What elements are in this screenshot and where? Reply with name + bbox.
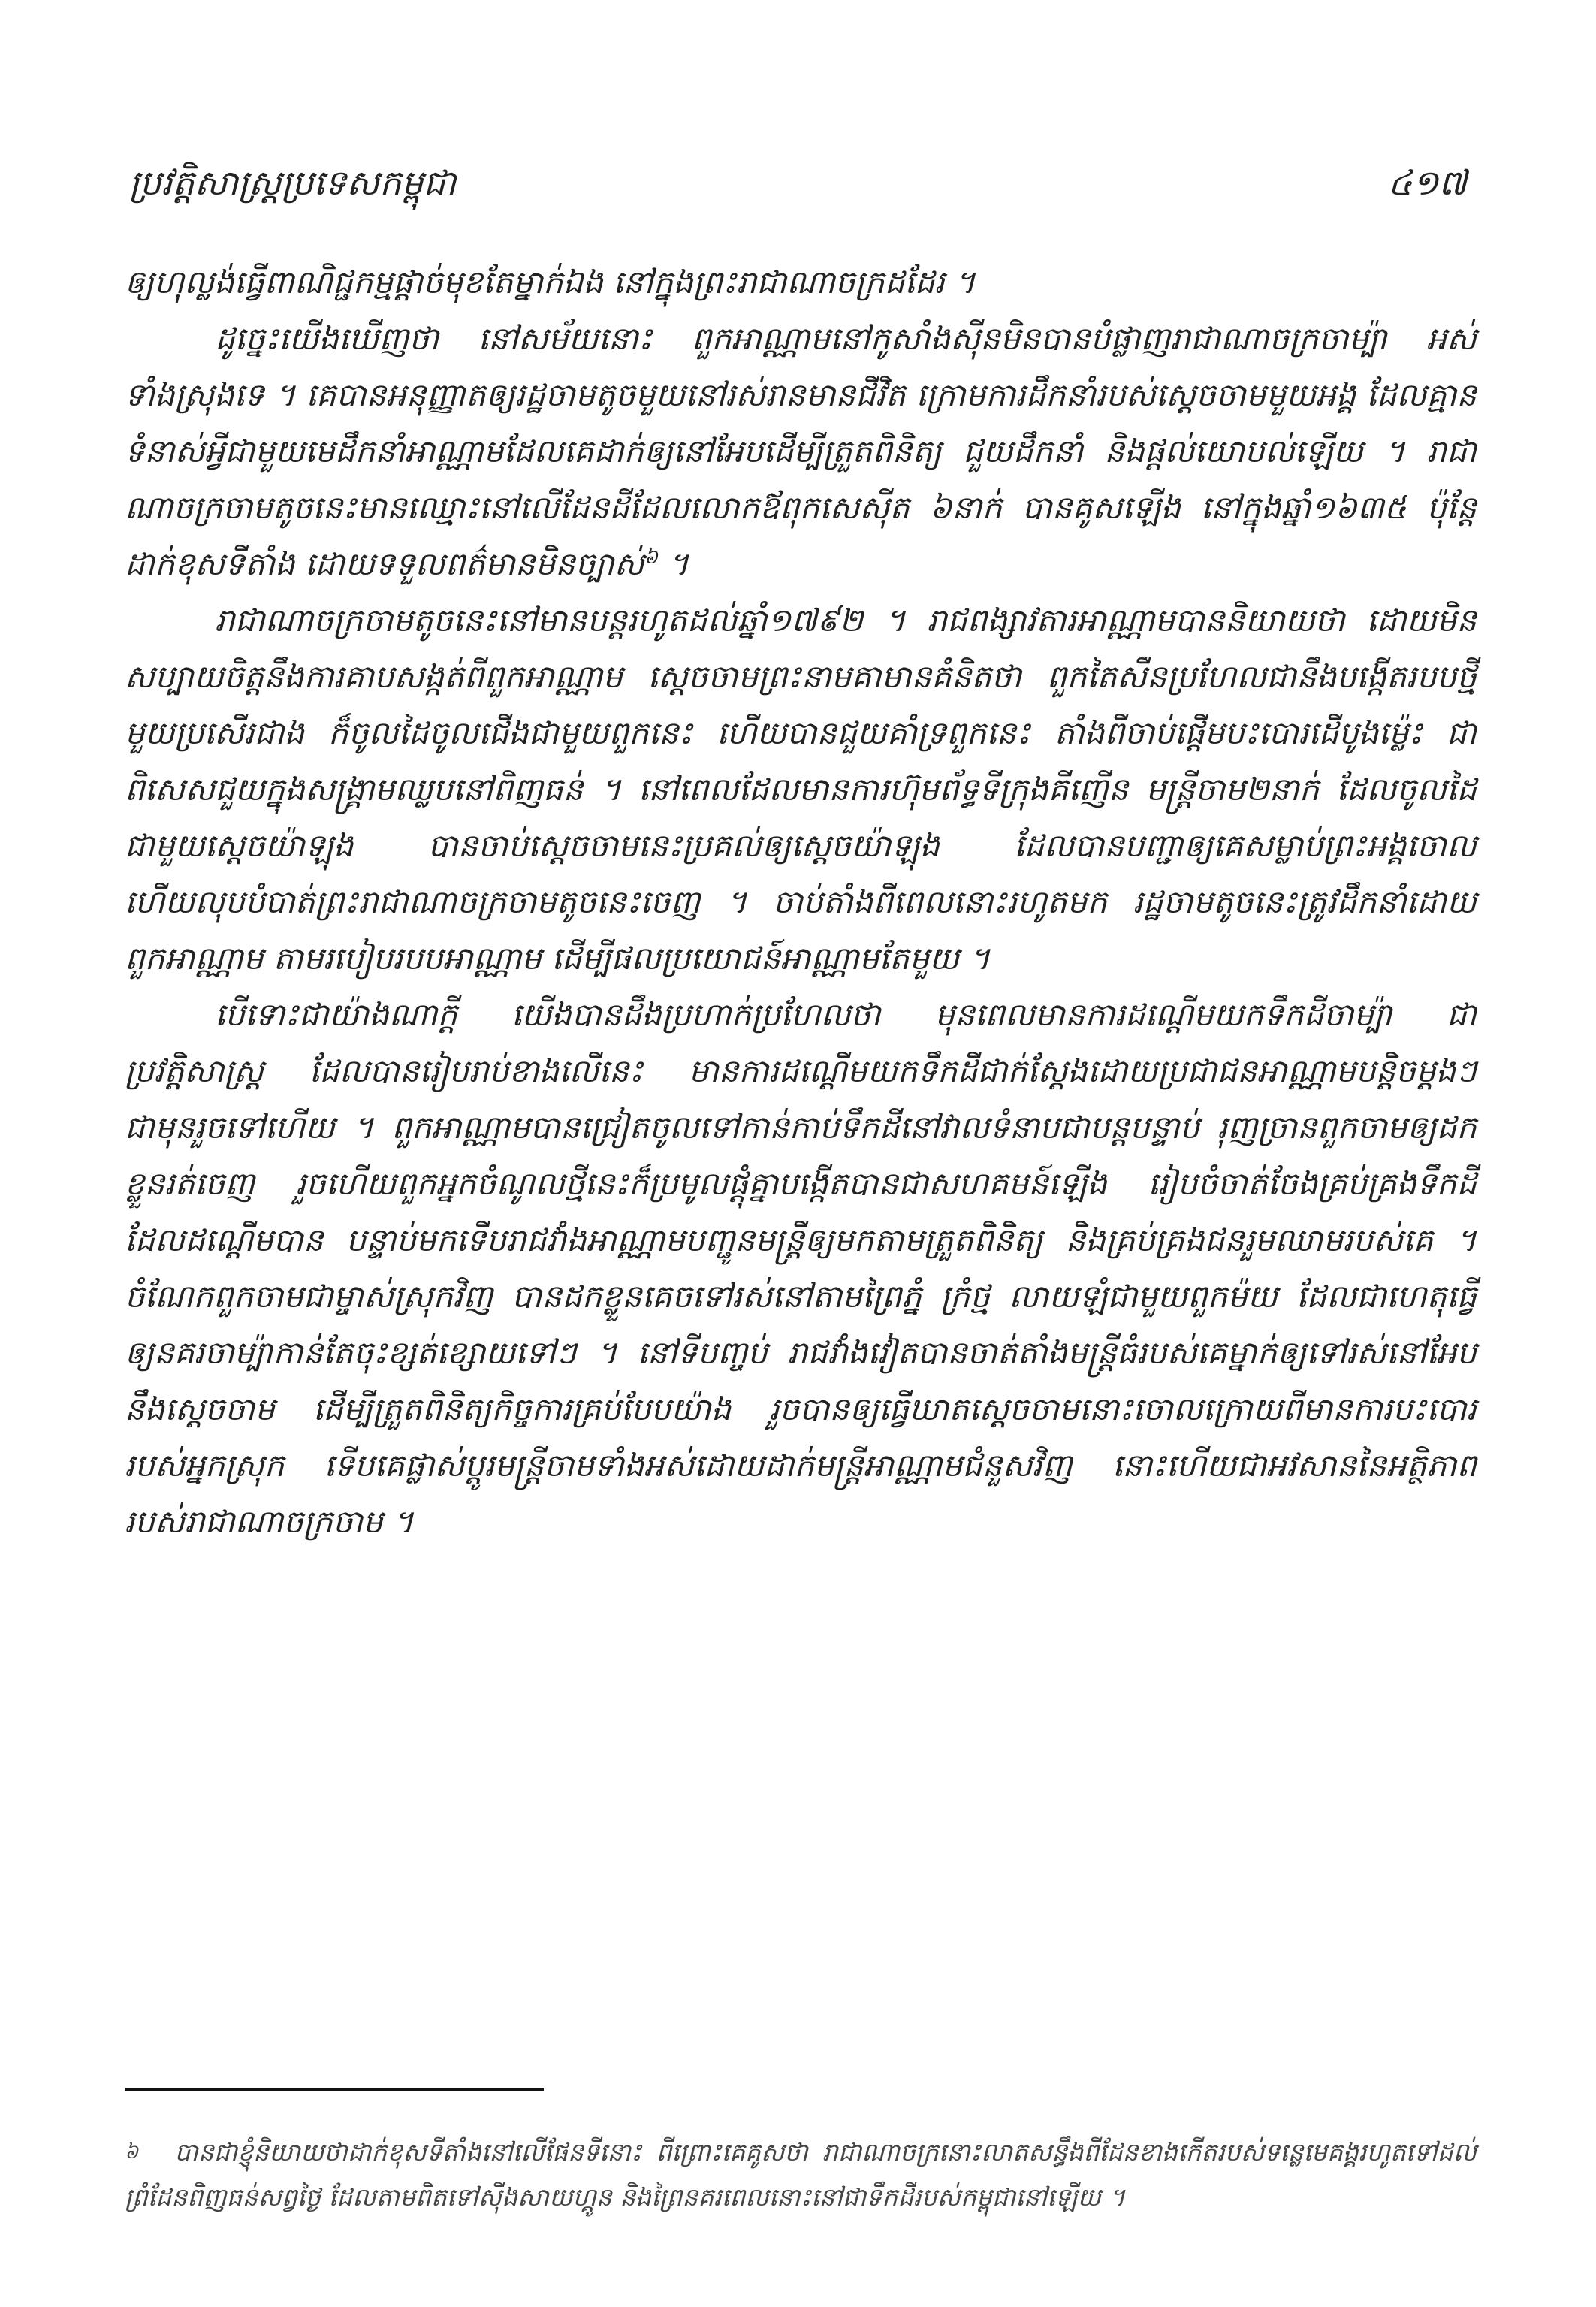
body-text [125,254,1477,1550]
page-number: ៤១៧ [1387,162,1467,203]
paragraph-4 [125,986,1477,1550]
paragraph-text: ដូច្នេះយើងឃើញថា នៅសម័យនោះ ពួកអាណ្ណាមនៅកូសាំងស៊ីនមិនបានបំផ្លាញរាជាណាចក្រចាម្ប៉ា អស់ទាំងស្រុងទេ ។ គេបានអនុញ្ញាតឲ្យរដ្ឋចាមតូចមួយនៅរស់រានមានជីវិត ក្រោមការដឹកនាំរបស់ស្តេចចាមមួយអង្គ ដែលគ្មានទំនាស់អ្វីជាមួយមេដឹកនាំអាណ្ណាមដែលគេដាក់ឲ្យនៅអែបដើម្បីត្រួតពិនិត្យ ជួយដឹកនាំ និងផ្តល់យោបល់ឡើយ ។ រាជាណាចក្រចាមតូចនេះមានឈ្មោះនៅលើដែនដីដែលលោកឪពុកសេស៊ីត ៦នាក់ បានគូសឡើង នៅក្នុងឆ្នាំ១៦៣៥ ប៉ុន្តែដាក់ខុសទីតាំង ដោយទទួលពត៌មានមិនច្បាស់ [125,320,1477,582]
paragraph-1 [125,254,1477,310]
paragraph-text: បើទោះជាយ៉ាងណាក្តី យើងបានដឹងប្រហាក់ប្រហែលថា មុនពេលមានការដណ្តើមយកទឹកដីចាម្ប៉ា ជាប្រវត្តិសាស្ត្រ ដែលបានរៀបរាប់ខាងលើនេះ មានការដណ្តើមយកទឹកដីជាក់ស្តែងដោយប្រជាជនអាណ្ណាមបន្តិចម្តងៗ ជាមុនរួចទៅហើយ ។ ពួកអាណ្ណាមបានជ្រៀតចូលទៅកាន់កាប់ទឹកដីនៅវាលទំនាបជាបន្តបន្ទាប់ រុញច្រានពួកចាមឲ្យដកខ្លួនរត់ចេញ រួចហើយពួកអ្នកចំណូលថ្មីនេះក៏ប្រមូលផ្តុំគ្នាបង្កើតបានជាសហគមន៍ឡើង រៀបចំចាត់ចែងគ្រប់គ្រងទឹកដីដែលដណ្តើមបាន បន្ទាប់មកទើបរាជវាំងអាណ្ណាមបញ្ជូនមន្ត្រីឲ្យមកតាមត្រួតពិនិត្យ និងគ្រប់គ្រងជនរួមឈាមរបស់គេ ។ ចំណែកពួកចាមជាម្ចាស់ស្រុកវិញ បានដកខ្លួនគេចទៅរស់នៅតាមព្រៃភ្នំ ក្រំថ្ម លាយឡំជាមួយពួកម៉យ ដែលជាហេតុធ្វើឲ្យនគរចាម្ប៉ាកាន់តែចុះខ្សត់ខ្សោយទៅៗ ។ នៅទីបញ្ចប់ រាជវាំងវៀតបានចាត់តាំងមន្ត្រីធំរបស់គេម្នាក់ឲ្យទៅរស់នៅអែបនឹងស្តេចចាម ដើម្បីត្រួតពិនិត្យកិច្ចការគ្រប់បែបយ៉ាង រួចបានឲ្យធ្វើឃាតស្តេចចាមនោះចោលក្រោយពីមានការបះបោររបស់អ្នកស្រុក ទើបគេផ្លាស់ប្តូរមន្ត្រីចាមទាំងអស់ដោយដាក់មន្ត្រីអាណ្ណាមជំនួសវិញ នោះហើយជាអវសាននៃអត្ថិភាពរបស់រាជាណាចក្រចាម ។ [125,996,1477,1540]
paragraph-text: ឲ្យហុល្លង់ធ្វើពាណិជ្ជកម្មផ្តាច់មុខតែម្នាក់ឯង នៅក្នុងព្រះរាជាណាចក្រដដែរ ។ [125,264,976,300]
book-title: ប្រវត្តិសាស្ត្រប្រទេសកម្ពុជា [129,162,457,203]
running-header [129,156,1467,216]
paragraph-3 [125,592,1477,986]
paragraph-text: រាជាណាចក្រចាមតូចនេះនៅមានបន្តរហូតដល់ឆ្នាំ១៧៩២ ។ រាជពង្សាវតារអាណ្ណាមបាននិយាយថា ដោយមិនសប្បាយចិត្តនឹងការគាបសង្កត់ពីពួកអាណ្ណាម ស្តេចចាមព្រះនាមគាមានគំនិតថា ពួកតៃសឺនប្រហែលជានឹងបង្កើតរបបថ្មីមួយប្រសើរជាង ក៏ចូលដៃចូលជើងជាមួយពួកនេះ ហើយបានជួយគាំទ្រពួកនេះ តាំងពីចាប់ផ្តើមបះបោរដើបូងម៉្លេះ ជាពិសេសជួយក្នុងសង្គ្រាមឈ្លបនៅពិញធន់ ។ នៅពេលដែលមានការហ៊ុមព័ទ្ធទីក្រុងគីញើន មន្ត្រីចាម២នាក់ ដែលចូលដៃជាមួយស្តេចយ៉ាឡុង បានចាប់ស្តេចចាមនេះប្រគល់ឲ្យស្តេចយ៉ាឡុង ដែលបានបញ្ជាឲ្យគេសម្លាប់ព្រះអង្គចោល ហើយលុបបំបាត់ព្រះរាជាណាចក្រចាមតូចនេះចេញ ។ ចាប់តាំងពីពេលនោះរហូតមក រដ្ឋចាមតូចនេះត្រូវដឹកនាំដោយពួកអាណ្ណាម តាមរបៀបរបបអាណ្ណាម ដើម្បីផលប្រយោជន៍អាណ្ណាមតែមួយ ។ [125,602,1477,977]
paragraph-text-end: ។ [658,545,689,582]
footnote-divider [125,2088,544,2091]
paragraph-2 [125,310,1477,592]
footnote-text: បានជាខ្ញុំនិយាយថាដាក់ខុសទីតាំងនៅលើផែនទីនោះ ពីព្រោះគេគូសថា រាជាណាចក្រនោះលាតសន្ធឹងពីដែនខាងកើតរបស់ទន្លេមេគង្គរហូតទៅដល់ព្រំដែនពិញធន់សព្វថ្ងៃ ដែលតាមពិតទៅស៊ីងសាយហ្គូន និងព្រៃនគរពេលនោះនៅជាទឹកដីរបស់កម្ពុជានៅឡើយ ។ [125,2137,1477,2212]
footnote-reference[interactable]: ៦ [644,546,659,569]
footnote [125,2130,1477,2220]
footnote-number: ៦ [125,2141,139,2164]
